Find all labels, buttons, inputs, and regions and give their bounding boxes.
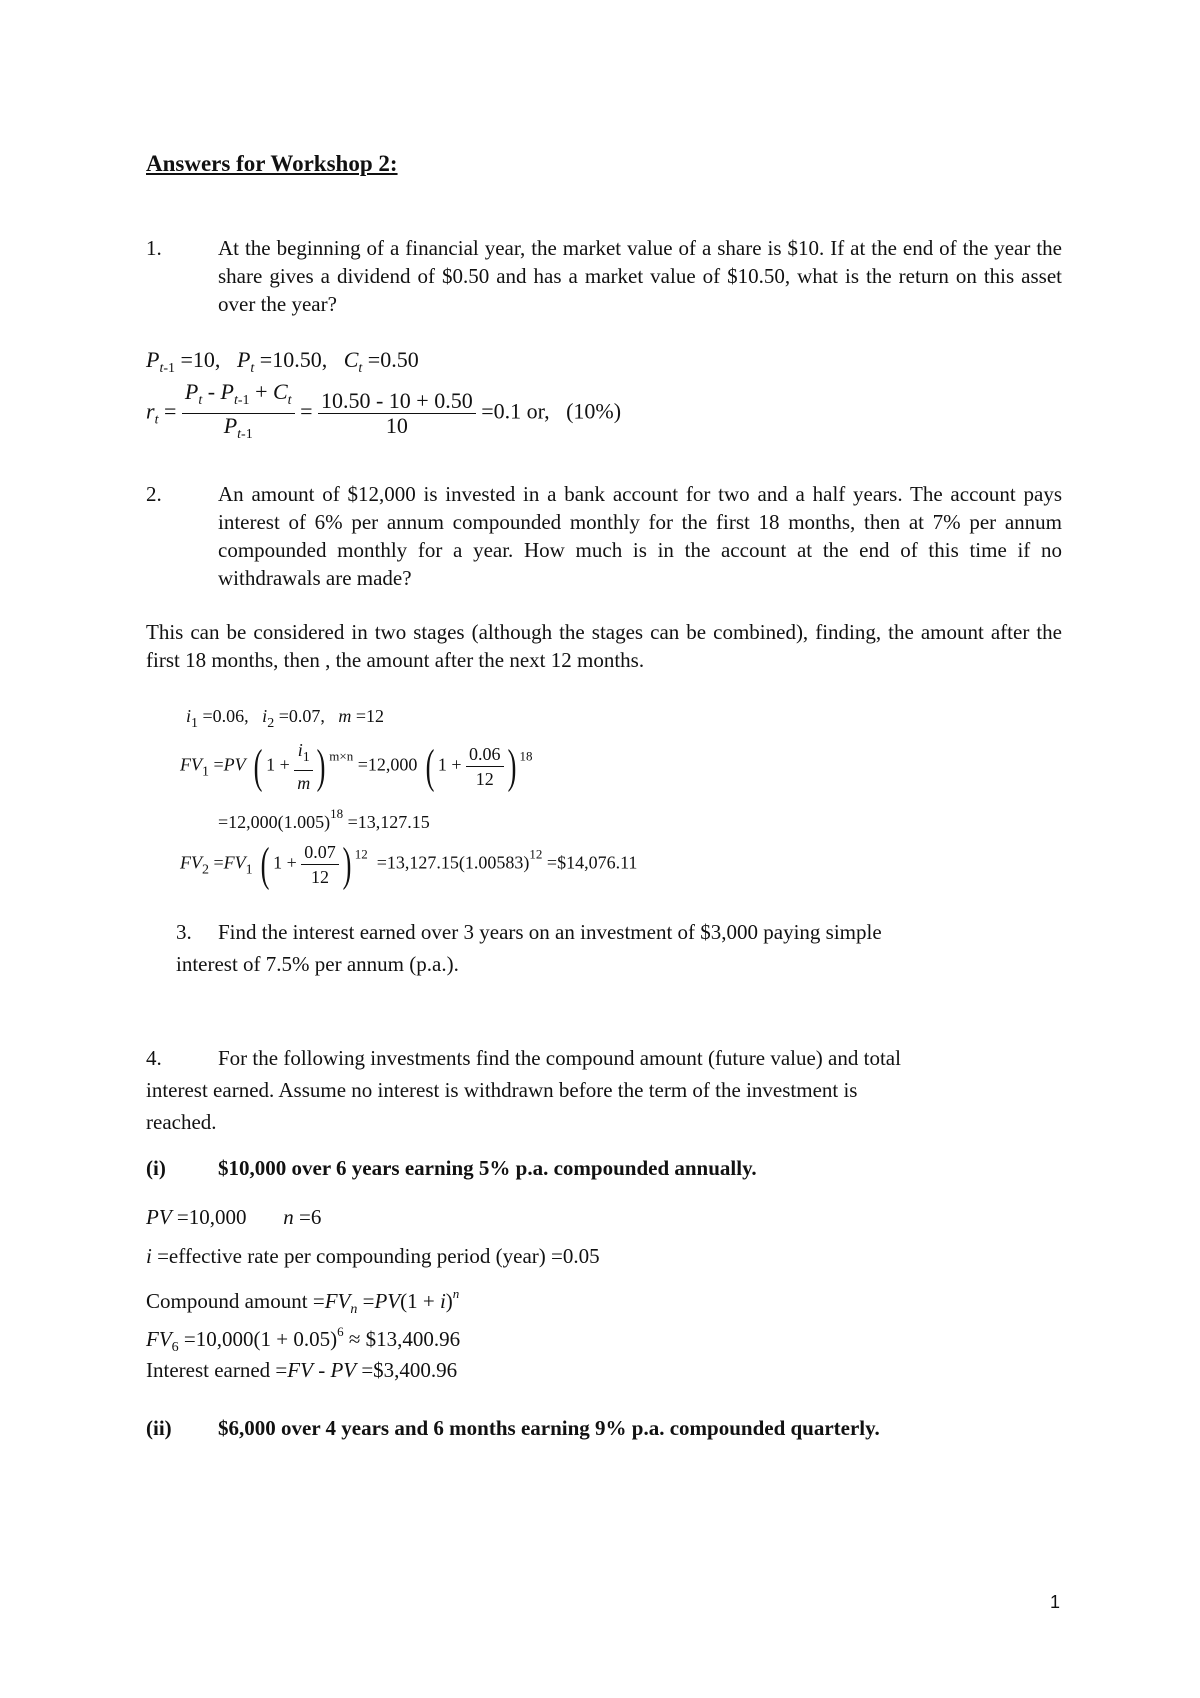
q4-part-i-label: (i) — [146, 1156, 166, 1180]
q1-result: =0.1 or, — [481, 398, 550, 424]
q1-c-t: =0.50 — [367, 347, 419, 372]
q2-fv1-result-line: $=12,000(1.005)^{18} =13,127.15$ — [218, 806, 430, 832]
q4-fv6-line: $FV_6 =10,000(1 + 0.05)^6$ ≈ $13,400.96 — [146, 1324, 461, 1355]
question-2-text: An amount of $12,000 is invested in a bank account for two and a half years. The account pays interest of 6% per annum compounded monthly for the first 18 months, then at 7% per annum compounded monthly for a year. How much is in the account at the end of this time if no withdrawals are made? — [218, 482, 1062, 590]
q4-pv-n-line: PV =10,000 n =6 — [146, 1205, 322, 1229]
q1-numeric-fraction: $\frac{10.50 - 10 + 0.50}{10}$ — [318, 389, 476, 438]
q2-rates-line: $i_1 =0.06$, $i_2 =0.07$, m =12 — [186, 706, 384, 731]
q1-p-t: =10.50, — [259, 347, 328, 372]
question-3-line2: interest of 7.5% per annum (p.a.). — [176, 952, 459, 976]
q4-interest-line: Interest earned =FV - PV =$3,400.96 — [146, 1358, 458, 1382]
page-number: 1 — [1050, 1592, 1061, 1612]
question-4-line1: For the following investments find the compound amount (future value) and total — [218, 1046, 901, 1070]
question-3-line1: Find the interest earned over 3 years on an investment of $3,000 paying simple — [218, 920, 882, 944]
q1-return-formula: $r_t$ = $\frac{P_t - P_{t-1} + C_t}{P_{t-1}}$ = $\frac{10.50 - 10 + 0.50}{10}$ =0.1 or, (10%) — [146, 380, 621, 447]
q2-explanation: This can be considered in two stages (although the stages can be combined), finding, the amount after the first 18 months, then , the amount after the next 12 months. — [146, 620, 1062, 672]
q2-fv1-formula: $FV_1 =PV$ ( 1 + $\frac{i_1}{m}$ ) $^{m\times n}$ =12,000 ( 1 + $\frac{0.06}{12}$ ) $^{18}$ — [180, 739, 533, 793]
q1-given-values: $P_{t-1} =10$, $P_t =10.50$, $C_t =0.50$ — [146, 347, 419, 376]
q1-result-percent: (10%) — [566, 398, 622, 424]
q4-part-i-text: $10,000 over 6 years earning 5% p.a. compounded annually. — [218, 1156, 757, 1180]
question-4-line3: reached. — [146, 1110, 217, 1134]
q4-part-ii-label: (ii) — [146, 1416, 172, 1440]
q1-p-prev: =10, — [180, 347, 221, 372]
q1-symbolic-fraction: $\frac{P_t - P_{t-1} + C_t}{P_{t-1}}$ — [182, 380, 295, 447]
q4-rate-definition: i =effective rate per compounding period (year) =0.05 — [146, 1244, 600, 1268]
q4-compound-formula: Compound amount $=FV_n =PV(1 + i)^n$ — [146, 1286, 460, 1317]
question-4-line2: interest earned. Assume no interest is withdrawn before the term of the investment is — [146, 1078, 858, 1102]
question-1-text: At the beginning of a financial year, the market value of a share is $10. If at the end of the year the share gives a dividend of $0.50 and has a market value of $10.50, what is the return on this asset over the year? — [218, 236, 1062, 316]
question-3-number: 3. — [176, 920, 192, 944]
q4-part-ii-text: $6,000 over 4 years and 6 months earning 9% p.a. compounded quarterly. — [218, 1416, 880, 1440]
page-title: Answers for Workshop 2: — [146, 151, 398, 176]
question-4-number: 4. — [146, 1046, 162, 1070]
question-2-number: 2. — [146, 482, 162, 506]
q2-fv2-formula: $FV_2 =FV_1$ ( 1 + $\frac{0.07}{12}$ ) $^{12} =13,127.15(1.00583)^{12}$ =$14,076.11 — [180, 837, 638, 891]
question-1-number: 1. — [146, 236, 162, 260]
